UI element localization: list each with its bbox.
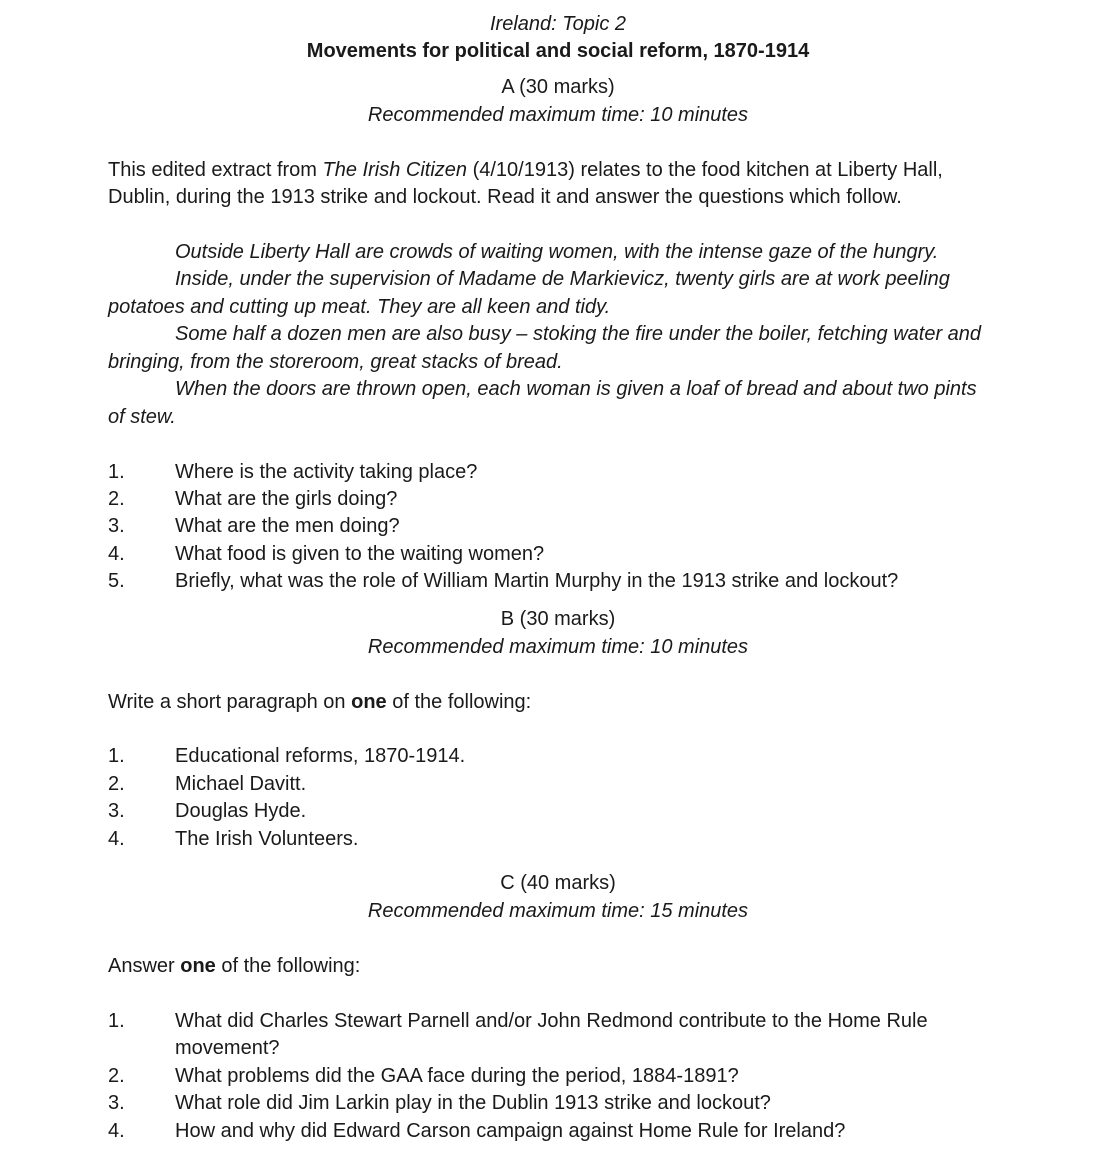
question-a4: [108, 541, 544, 568]
instruction-pre: Answer: [108, 955, 181, 977]
extract-p2a: Inside, under the supervision of Madame de Markievicz, twenty girls are at work peeling: [175, 268, 950, 290]
section-a-intro-line2: Dublin, during the 1913 strike and lockout. Read it and answer the questions which follow.: [108, 186, 902, 208]
question-number: 1.: [108, 461, 125, 483]
item-c1: [108, 1008, 928, 1035]
section-a-heading: A (30 marks): [501, 76, 615, 98]
question-number: 4.: [108, 543, 125, 565]
section-c-time: Recommended maximum time: 15 minutes: [367, 900, 749, 922]
page-title: Movements for political and social reform, 1870-1914: [306, 40, 810, 62]
extract-p1: Outside Liberty Hall are crowds of waiting women, with the intense gaze of the hungry.: [175, 241, 939, 263]
item-c1-continuation: movement?: [175, 1037, 280, 1059]
item-b3: [108, 798, 306, 825]
item-c4: [108, 1118, 845, 1145]
item-number: 4.: [108, 828, 125, 850]
item-number: 4.: [108, 1120, 125, 1142]
section-c-instruction: [108, 953, 360, 980]
item-b4: [108, 826, 358, 853]
item-text: How and why did Edward Carson campaign against Home Rule for Ireland?: [175, 1120, 846, 1142]
item-text: Educational reforms, 1870-1914.: [175, 745, 466, 767]
intro-post: (4/10/1913) relates to the food kitchen at Liberty Hall,: [467, 159, 943, 181]
item-number: 1.: [108, 745, 125, 767]
intro-pre: This edited extract from: [108, 159, 323, 181]
question-text: What food is given to the waiting women?: [175, 543, 545, 565]
question-text: Where is the activity taking place?: [175, 461, 478, 483]
question-number: 3.: [108, 515, 125, 537]
section-a-intro-line1: [108, 157, 943, 184]
intro-source: The Irish Citizen: [322, 159, 468, 181]
extract-p4b: of stew.: [108, 406, 176, 428]
instruction-post: of the following:: [386, 691, 532, 713]
item-b2: [108, 771, 306, 798]
question-text: What are the men doing?: [175, 515, 400, 537]
item-number: 1.: [108, 1010, 125, 1032]
item-number: 3.: [108, 1092, 125, 1114]
instruction-pre: Write a short paragraph on: [108, 691, 352, 713]
item-text: What role did Jim Larkin play in the Dublin 1913 strike and lockout?: [175, 1092, 771, 1114]
question-a1: [108, 459, 477, 486]
section-a-time: Recommended maximum time: 10 minutes: [367, 104, 749, 126]
instruction-bold: one: [180, 955, 216, 977]
question-text: What are the girls doing?: [175, 488, 398, 510]
item-number: 2.: [108, 1065, 125, 1087]
instruction-post: of the following:: [215, 955, 361, 977]
item-text: Michael Davitt.: [175, 773, 307, 795]
question-text: Briefly, what was the role of William Martin Murphy in the 1913 strike and lockout?: [175, 570, 899, 592]
question-number: 5.: [108, 570, 125, 592]
question-a5: [108, 568, 898, 595]
item-text: Douglas Hyde.: [175, 800, 307, 822]
question-a2: [108, 486, 397, 513]
extract-p4a: When the doors are thrown open, each woman is given a loaf of bread and about two pints: [175, 378, 977, 400]
item-c2: [108, 1063, 739, 1090]
item-b1: [108, 743, 465, 770]
item-text: What problems did the GAA face during the period, 1884-1891?: [175, 1065, 739, 1087]
section-b-heading: B (30 marks): [500, 608, 616, 630]
item-number: 2.: [108, 773, 125, 795]
item-c3: [108, 1090, 771, 1117]
section-b-instruction: [108, 689, 531, 716]
section-b-time: Recommended maximum time: 10 minutes: [367, 636, 749, 658]
instruction-bold: one: [351, 691, 387, 713]
extract-p2b: potatoes and cutting up meat. They are all keen and tidy.: [108, 296, 611, 318]
item-number: 3.: [108, 800, 125, 822]
extract-p3b: bringing, from the storeroom, great stacks of bread.: [108, 351, 563, 373]
topic-label: Ireland: Topic 2: [489, 13, 626, 35]
item-text: The Irish Volunteers.: [175, 828, 359, 850]
question-a3: [108, 513, 400, 540]
question-number: 2.: [108, 488, 125, 510]
item-text: What did Charles Stewart Parnell and/or John Redmond contribute to the Home Rule: [175, 1010, 928, 1032]
section-c-heading: C (40 marks): [500, 872, 616, 894]
extract-p3a: Some half a dozen men are also busy – stoking the fire under the boiler, fetching water and: [175, 323, 982, 345]
